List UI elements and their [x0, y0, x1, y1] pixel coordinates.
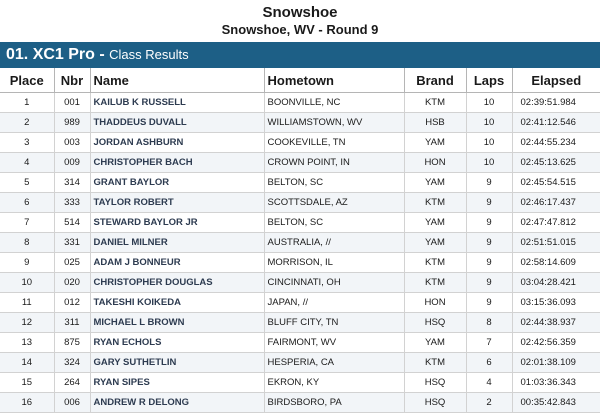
rider-name-cell: ADAM J BONNEUR [90, 253, 264, 273]
table-row[interactable] [0, 273, 600, 293]
brand-cell: YAM [404, 233, 466, 253]
column-header-elapsed[interactable]: Elapsed [512, 68, 600, 93]
column-header-place[interactable]: Place [0, 68, 54, 93]
rider-name-cell: DANIEL MILNER [90, 233, 264, 253]
number-cell: 001 [54, 93, 90, 113]
table-row[interactable] [0, 233, 600, 253]
table-row[interactable] [0, 113, 600, 133]
place-cell: 2 [0, 113, 54, 133]
elapsed-cell: 02:45:13.625 [512, 153, 600, 173]
results-table [0, 68, 600, 413]
laps-cell: 10 [466, 153, 512, 173]
hometown-cell: BIRDSBORO, PA [264, 393, 404, 413]
elapsed-cell: 02:41:12.546 [512, 113, 600, 133]
laps-cell: 8 [466, 313, 512, 333]
table-row[interactable] [0, 393, 600, 413]
laps-cell: 10 [466, 93, 512, 113]
hometown-cell: CINCINNATI, OH [264, 273, 404, 293]
number-cell: 025 [54, 253, 90, 273]
brand-cell: KTM [404, 253, 466, 273]
number-cell: 311 [54, 313, 90, 333]
laps-cell: 10 [466, 113, 512, 133]
laps-cell: 9 [466, 193, 512, 213]
table-row[interactable] [0, 93, 600, 113]
table-row[interactable] [0, 193, 600, 213]
class-name: 01. XC1 Pro - [6, 46, 105, 63]
table-row[interactable] [0, 373, 600, 393]
elapsed-cell: 02:44:55.234 [512, 133, 600, 153]
rider-name-cell: JORDAN ASHBURN [90, 133, 264, 153]
elapsed-cell: 02:45:54.515 [512, 173, 600, 193]
hometown-cell: SCOTTSDALE, AZ [264, 193, 404, 213]
rider-name-cell: STEWARD BAYLOR JR [90, 213, 264, 233]
brand-cell: HSQ [404, 393, 466, 413]
laps-cell: 9 [466, 273, 512, 293]
table-row[interactable] [0, 153, 600, 173]
column-header-name[interactable]: Name [90, 68, 264, 93]
brand-cell: KTM [404, 273, 466, 293]
brand-cell: HON [404, 293, 466, 313]
elapsed-cell: 02:42:56.359 [512, 333, 600, 353]
table-row[interactable] [0, 313, 600, 333]
table-row[interactable] [0, 293, 600, 313]
table-row[interactable] [0, 213, 600, 233]
number-cell: 314 [54, 173, 90, 193]
hometown-cell: WILLIAMSTOWN, WV [264, 113, 404, 133]
rider-name-cell: RYAN ECHOLS [90, 333, 264, 353]
number-cell: 875 [54, 333, 90, 353]
rider-name-cell: GARY SUTHETLIN [90, 353, 264, 373]
place-cell: 1 [0, 93, 54, 113]
number-cell: 989 [54, 113, 90, 133]
table-header-row [0, 68, 600, 93]
brand-cell: YAM [404, 173, 466, 193]
place-cell: 5 [0, 173, 54, 193]
brand-cell: HSQ [404, 373, 466, 393]
place-cell: 11 [0, 293, 54, 313]
hometown-cell: MORRISON, IL [264, 253, 404, 273]
place-cell: 7 [0, 213, 54, 233]
elapsed-cell: 02:58:14.609 [512, 253, 600, 273]
hometown-cell: EKRON, KY [264, 373, 404, 393]
laps-cell: 6 [466, 353, 512, 373]
place-cell: 13 [0, 333, 54, 353]
hometown-cell: BLUFF CITY, TN [264, 313, 404, 333]
rider-name-cell: CHRISTOPHER DOUGLAS [90, 273, 264, 293]
place-cell: 9 [0, 253, 54, 273]
laps-cell: 9 [466, 173, 512, 193]
number-cell: 020 [54, 273, 90, 293]
number-cell: 012 [54, 293, 90, 313]
rider-name-cell: KAILUB K RUSSELL [90, 93, 264, 113]
laps-cell: 9 [466, 233, 512, 253]
elapsed-cell: 02:44:38.937 [512, 313, 600, 333]
laps-cell: 2 [466, 393, 512, 413]
elapsed-cell: 03:15:36.093 [512, 293, 600, 313]
column-header-hometown[interactable]: Hometown [264, 68, 404, 93]
hometown-cell: BELTON, SC [264, 173, 404, 193]
laps-cell: 7 [466, 333, 512, 353]
place-cell: 14 [0, 353, 54, 373]
hometown-cell: FAIRMONT, WV [264, 333, 404, 353]
hometown-cell: BOONVILLE, NC [264, 93, 404, 113]
elapsed-cell: 02:39:51.984 [512, 93, 600, 113]
elapsed-cell: 02:01:38.109 [512, 353, 600, 373]
laps-cell: 10 [466, 133, 512, 153]
rider-name-cell: TAKESHI KOIKEDA [90, 293, 264, 313]
elapsed-cell: 01:03:36.343 [512, 373, 600, 393]
laps-cell: 9 [466, 293, 512, 313]
rider-name-cell: CHRISTOPHER BACH [90, 153, 264, 173]
hometown-cell: COOKEVILLE, TN [264, 133, 404, 153]
place-cell: 3 [0, 133, 54, 153]
table-row[interactable] [0, 253, 600, 273]
number-cell: 324 [54, 353, 90, 373]
hometown-cell: JAPAN, // [264, 293, 404, 313]
laps-cell: 9 [466, 213, 512, 233]
table-row[interactable] [0, 173, 600, 193]
class-description: Class Results [109, 47, 189, 62]
brand-cell: KTM [404, 93, 466, 113]
class-header-bar [0, 42, 600, 68]
brand-cell: KTM [404, 353, 466, 373]
number-cell: 333 [54, 193, 90, 213]
number-cell: 009 [54, 153, 90, 173]
number-cell: 331 [54, 233, 90, 253]
brand-cell: YAM [404, 333, 466, 353]
elapsed-cell: 02:47:47.812 [512, 213, 600, 233]
number-cell: 264 [54, 373, 90, 393]
place-cell: 12 [0, 313, 54, 333]
rider-name-cell: RYAN SIPES [90, 373, 264, 393]
number-cell: 006 [54, 393, 90, 413]
column-header-brand[interactable]: Brand [404, 68, 466, 93]
hometown-cell: AUSTRALIA, // [264, 233, 404, 253]
laps-cell: 4 [466, 373, 512, 393]
place-cell: 4 [0, 153, 54, 173]
place-cell: 6 [0, 193, 54, 213]
elapsed-cell: 02:51:51.015 [512, 233, 600, 253]
elapsed-cell: 00:35:42.843 [512, 393, 600, 413]
laps-cell: 9 [466, 253, 512, 273]
table-row[interactable] [0, 133, 600, 153]
brand-cell: KTM [404, 193, 466, 213]
brand-cell: HSB [404, 113, 466, 133]
table-row[interactable] [0, 333, 600, 353]
rider-name-cell: GRANT BAYLOR [90, 173, 264, 193]
event-header [0, 0, 600, 42]
place-cell: 8 [0, 233, 54, 253]
brand-cell: YAM [404, 133, 466, 153]
table-row[interactable] [0, 353, 600, 373]
rider-name-cell: TAYLOR ROBERT [90, 193, 264, 213]
place-cell: 10 [0, 273, 54, 293]
column-header-nbr[interactable]: Nbr [54, 68, 90, 93]
elapsed-cell: 02:46:17.437 [512, 193, 600, 213]
brand-cell: HON [404, 153, 466, 173]
number-cell: 003 [54, 133, 90, 153]
column-header-laps[interactable]: Laps [466, 68, 512, 93]
number-cell: 514 [54, 213, 90, 233]
brand-cell: HSQ [404, 313, 466, 333]
place-cell: 16 [0, 393, 54, 413]
hometown-cell: BELTON, SC [264, 213, 404, 233]
place-cell: 15 [0, 373, 54, 393]
hometown-cell: HESPERIA, CA [264, 353, 404, 373]
elapsed-cell: 03:04:28.421 [512, 273, 600, 293]
hometown-cell: CROWN POINT, IN [264, 153, 404, 173]
rider-name-cell: ANDREW R DELONG [90, 393, 264, 413]
rider-name-cell: THADDEUS DUVALL [90, 113, 264, 133]
event-subtitle: Snowshoe, WV - Round 9 [221, 22, 379, 37]
brand-cell: YAM [404, 213, 466, 233]
rider-name-cell: MICHAEL L BROWN [90, 313, 264, 333]
results-body [0, 93, 600, 413]
event-title: Snowshoe [262, 4, 338, 21]
